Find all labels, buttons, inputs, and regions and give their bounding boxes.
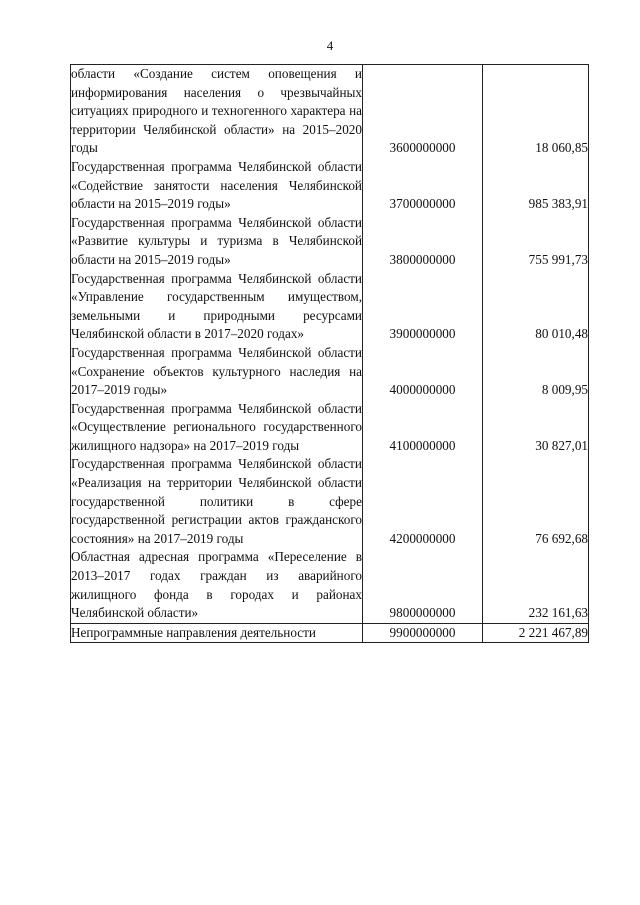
program-name: Государственная программа Челябинской области «Осуществление регионального государственного жилищного надзора» на 2017–2019 годы	[71, 400, 363, 456]
program-name: Областная адресная программа «Переселение в 2013–2017 годах граждан из аварийного жилищного фонда в городах и районах Челябинской области»	[71, 548, 363, 623]
target-code: 4100000000	[363, 400, 483, 456]
target-code: 9900000000	[363, 623, 483, 643]
table-row	[71, 623, 589, 643]
target-code: 3800000000	[363, 214, 483, 270]
target-code: 3900000000	[363, 270, 483, 344]
program-name: Государственная программа Челябинской области «Развитие культуры и туризма в Челябинской области на 2015–2019 годы»	[71, 214, 363, 270]
program-name: Непрограммные направления деятельности	[71, 623, 363, 643]
program-name: области «Создание систем оповещения и информирования населения о чрезвычайных ситуациях природного и техногенного характера на территории Челябинской области» на 2015–2020 годы	[71, 65, 363, 158]
target-code: 9800000000	[363, 548, 483, 623]
amount: 2 221 467,89	[483, 623, 589, 643]
target-code: 3600000000	[363, 65, 483, 158]
target-code: 4200000000	[363, 455, 483, 548]
amount: 30 827,01	[483, 400, 589, 456]
table-row	[71, 158, 589, 214]
amount: 8 009,95	[483, 344, 589, 400]
amount: 985 383,91	[483, 158, 589, 214]
budget-table	[70, 64, 589, 643]
table-row	[71, 270, 589, 344]
amount: 80 010,48	[483, 270, 589, 344]
program-name: Государственная программа Челябинской области «Управление государственным имуществом, земельными и природными ресурсами Челябинской области в 2017–2020 годах»	[71, 270, 363, 344]
table-row	[71, 214, 589, 270]
table-row	[71, 548, 589, 623]
amount: 76 692,68	[483, 455, 589, 548]
table-row	[71, 65, 589, 158]
amount: 755 991,73	[483, 214, 589, 270]
table-row	[71, 455, 589, 548]
table-row	[71, 400, 589, 456]
target-code: 4000000000	[363, 344, 483, 400]
target-code: 3700000000	[363, 158, 483, 214]
amount: 232 161,63	[483, 548, 589, 623]
amount: 18 060,85	[483, 65, 589, 158]
program-name: Государственная программа Челябинской области «Реализация на территории Челябинской области государственной политики в сфере государственной регистрации актов гражданского состояния» на 2017–2019 годы	[71, 455, 363, 548]
program-name: Государственная программа Челябинской области «Содействие занятости населения Челябинской области на 2015–2019 годы»	[71, 158, 363, 214]
program-name: Государственная программа Челябинской области «Сохранение объектов культурного наследия на 2017–2019 годы»	[71, 344, 363, 400]
table-row	[71, 344, 589, 400]
page-number: 4	[326, 38, 334, 53]
